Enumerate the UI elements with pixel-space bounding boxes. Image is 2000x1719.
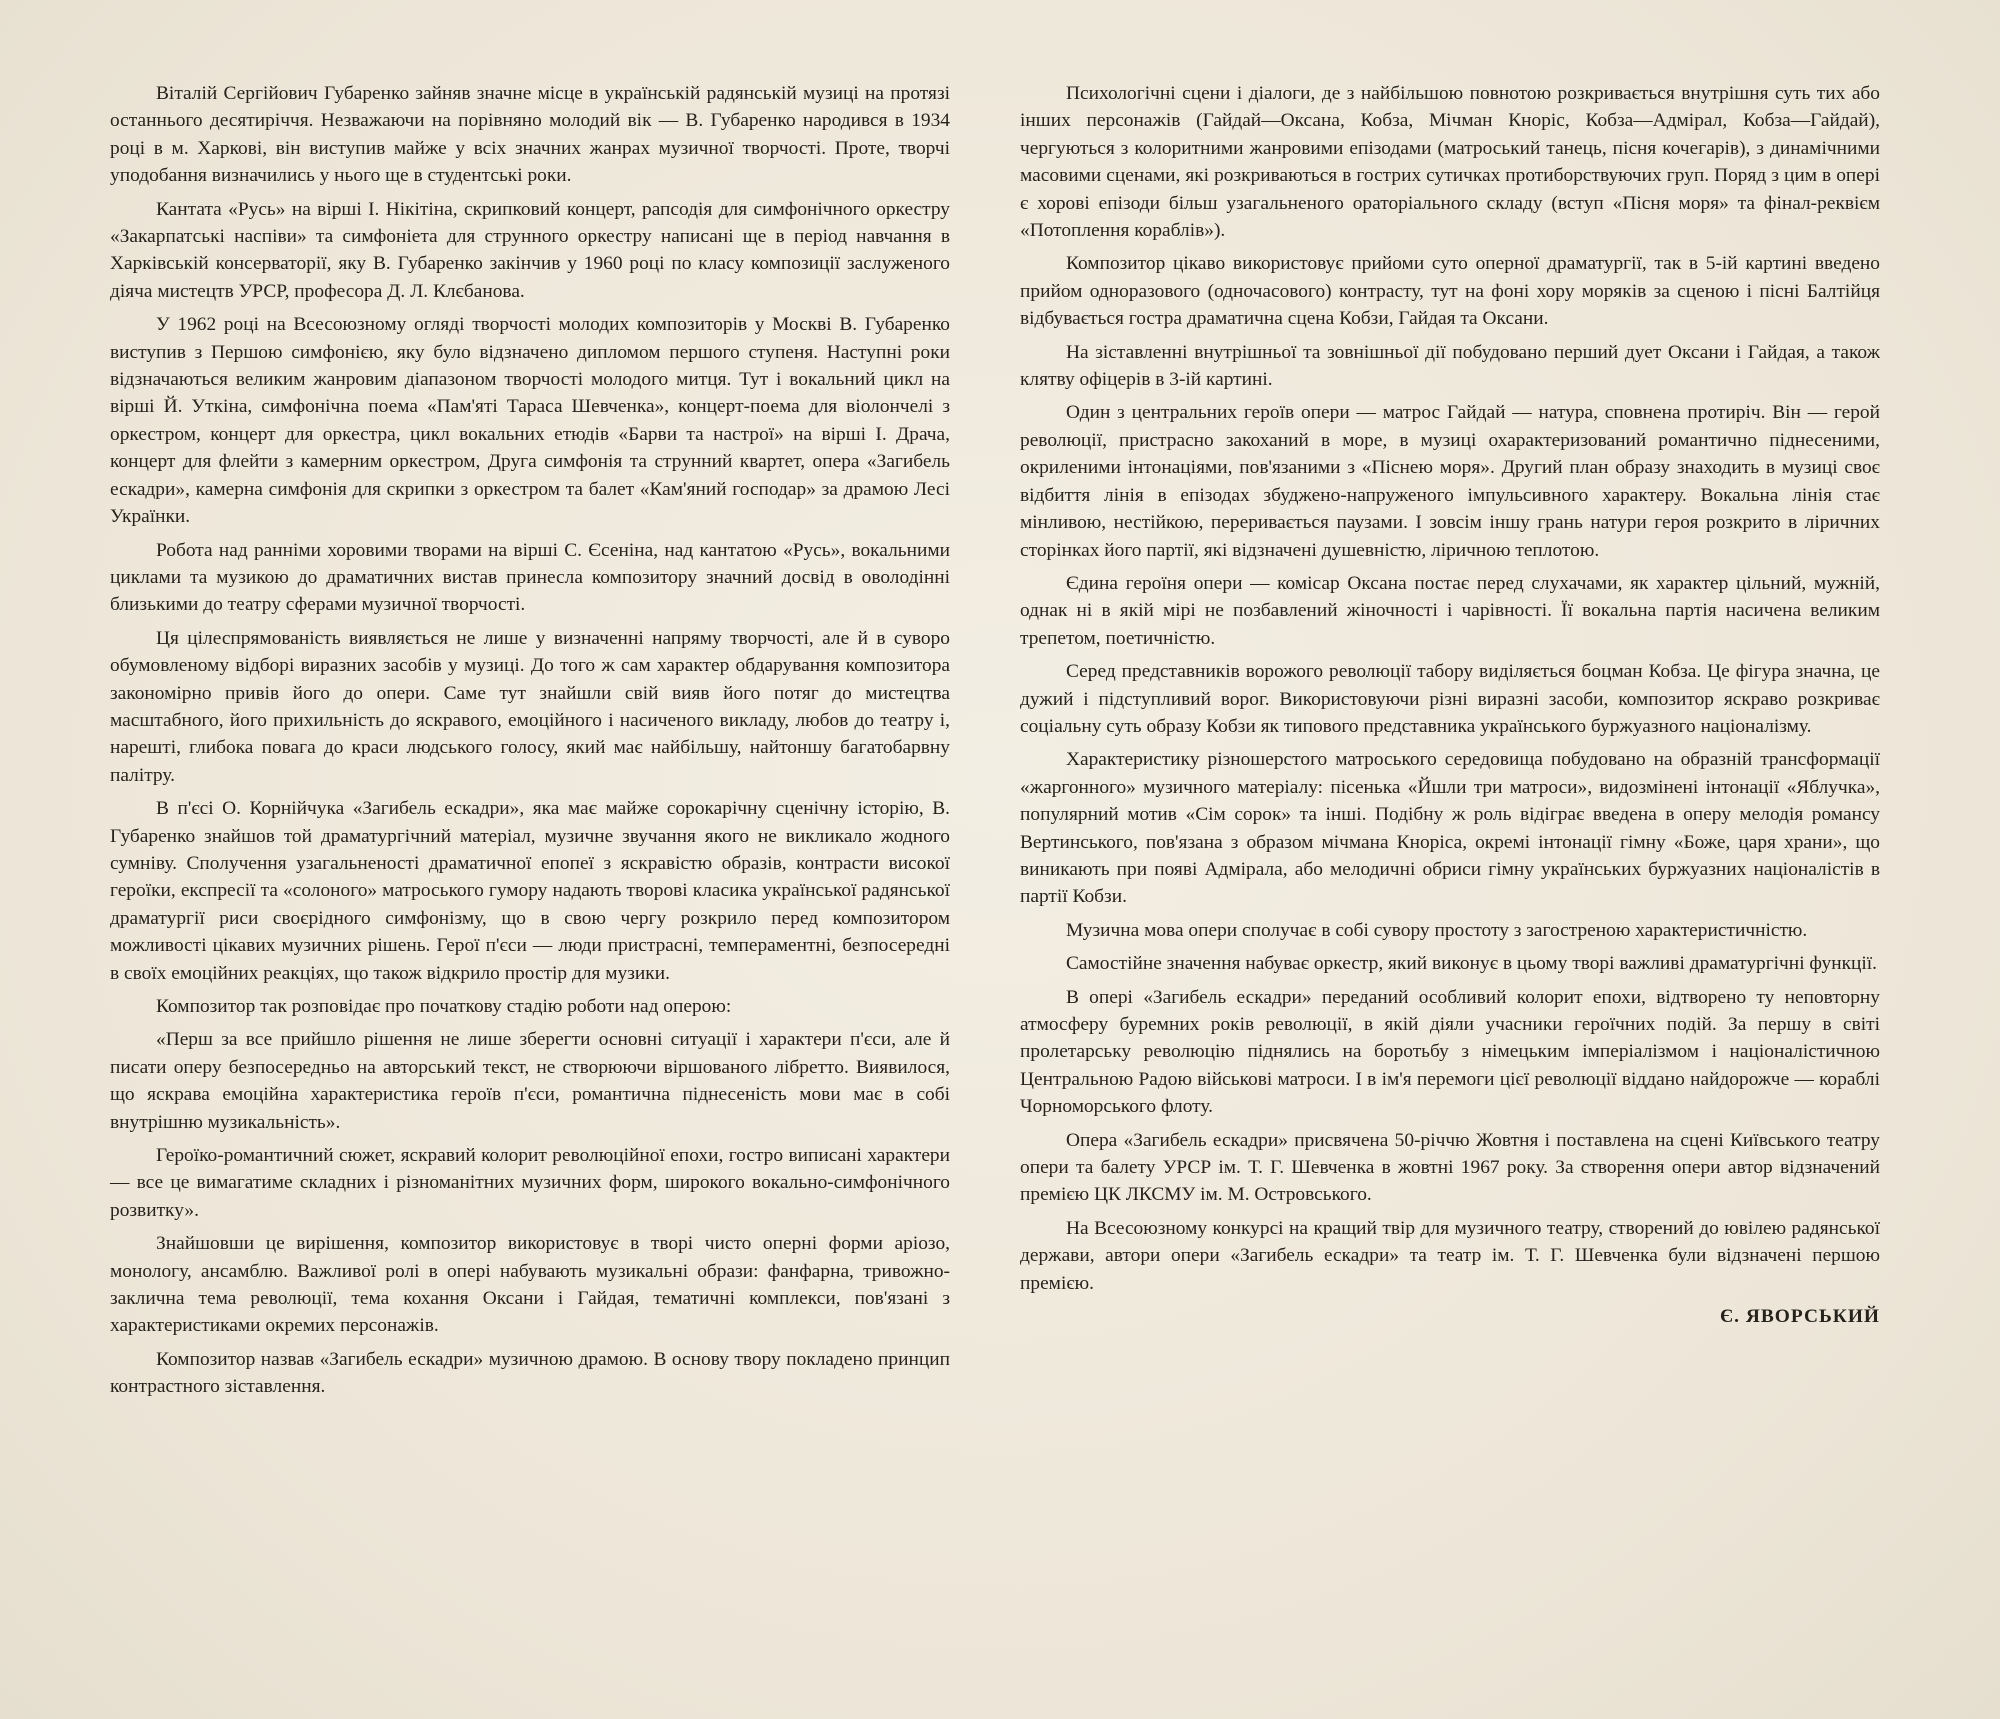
paragraph: Знайшовши це вирішення, композитор використовує в творі чисто оперні форми аріозо, монологу, ансамблю. Важливої ролі в опері набувають музикальні образи: фанфарна, тривожно-заклична тема революції, тема кохання Оксани і Гайдая, тематичні комплекси, пов'язані з характеристиками окремих персонажів.: [110, 1233, 950, 1337]
paragraph: Композитор цікаво використовує прийоми суто оперної драматургії, так в 5-ій картині введено прийом одноразового (одночасового) контрасту, тут на фоні хору моряків за сценою і пісні Балтійця відбувається гостра драматична сцена Кобзи, Гайдая та Оксани.: [1020, 253, 1880, 330]
left-column: [110, 80, 950, 1407]
paragraph: Характеристику різношерстого матроського середовища побудовано на образній трансформації «жаргонного» музичного матеріалу: пісенька «Йшли три матроси», видозмінені інтонації «Яблучка», популярний мотив «Сім сорок» та інші. Подібну ж роль відіграє введена в оперу мелодія романсу Вертинського, пов'язана з образом мічмана Кноріса, окремі інтонації гімну «Боже, царя храни», що виникають при появі Адмірала, або мелодичні обриси гімну українських буржуазних націоналістів в партії Кобзи.: [1020, 749, 1880, 908]
paragraph: В опері «Загибель ескадри» переданий особливий колорит епохи, відтворено ту неповторну атмосферу буремних років революції, в якій діяли учасники героїчних подій. За першу в світі пролетарську революцію піднялись на боротьбу з німецьким імперіалізмом і націоналістичною Центральною Радою військові матроси. І в ім'я перемоги цієї революції віддано найдорожче — кораблі Чорноморського флоту.: [1020, 986, 1880, 1118]
paragraph: На Всесоюзному конкурсі на кращий твір для музичного театру, створений до ювілею радянської держави, автори опери «Загибель ескадри» та театр ім. Т. Г. Шевченка були відзначені першою премією.: [1020, 1217, 1880, 1294]
paragraph: Серед представників ворожого революції табору виділяється боцман Кобза. Це фігура значна, це дужий і підступливий ворог. Використовуючи різні виразні засоби, композитор яскраво розкриває соціальну суть образу Кобзи як типового представника українського буржуазного націоналізму.: [1020, 661, 1880, 737]
paragraph: Опера «Загибель ескадри» присвячена 50-річчю Жовтня і поставлена на сцені Київського театру опери та балету УРСР ім. Т. Г. Шевченка в жовтні 1967 року. За створення опери автор відзначений премією ЦК ЛКСМУ ім. М. Островського.: [1020, 1129, 1880, 1206]
paragraph: На зіставленні внутрішньої та зовнішньої дії побудовано перший дует Оксани і Гайдая, а також клятву офіцерів в 3-ій картині.: [1020, 341, 1880, 391]
paragraph: Композитор назвав «Загибель ескадри» музичною драмою. В основу твору покладено принцип контрастного зіставлення.: [110, 1348, 950, 1398]
paragraph: Самостійне значення набуває оркестр, який виконує в цьому творі важливі драматургічні функції.: [1066, 953, 1877, 975]
paragraph: Кантата «Русь» на вірші І. Нікітіна, скрипковий концерт, рапсодія для симфонічного оркестру «Закарпатські наспіви» та симфоніета для струнного оркестру написані ще в період навчання в Харківській консерваторії, яку В. Губаренко закінчив у 1960 році по класу композиції заслуженого діяча мистецтв УРСР, професора Д. Л. Клєбанова.: [110, 198, 950, 302]
paragraph: Психологічні сцени і діалоги, де з найбільшою повнотою розкривається внутрішня суть тих або інших персонажів (Гайдай—Оксана, Кобза, Мічман Кноріс, Кобза—Адмірал, Кобза—Гайдай), чергуються з колоритними жанровими епізодами (матроський танець, пісня кочегарів), з динамічними масовими сценами, які розкриваються в гострих сутичках протиборствуючих груп. Поряд з цим в опері є хорові епізоди більш узагальненого ораторіального складу (вступ «Пісня моря» та фінал-реквієм «Потоплення кораблів»).: [1020, 83, 1880, 242]
author-signature: Є. ЯВОРСЬКИЙ: [1720, 1306, 1880, 1328]
paragraph: В п'єсі О. Корнійчука «Загибель ескадри», яка має майже сорокарічну сценічну історію, В. Губаренко знайшов той драматургічний матеріал, музичне звучання якого не викликало жодного сумніву. Сполучення узагальненості драматичної епопеї з яскравістю образів, контрасти високої героїки, експресії та «солоного» матроського гумору надають творові класика української радянської драматургії риси своєрідного симфонізму, що в свою чергу розкрило перед композитором можливості цікавих музичних рішень. Герої п'єси — люди пристрасні, темпераментні, безпосередні в своїх емоційних реакціях, що також відкрило простір для музики.: [110, 798, 950, 984]
paragraph: Робота над ранніми хоровими творами на вірші С. Єсеніна, над кантатою «Русь», вокальними циклами та музикою до драматичних вистав принесла композитору значний досвід в оволодінні близькими до театру сферами музичної творчості.: [110, 539, 950, 616]
paragraph: Один з центральних героїв опери — матрос Гайдай — натура, сповнена протиріч. Він — герой революції, пристрасно закоханий в море, в музиці охарактеризований романтично піднесеними, окриленими інтонаціями, пов'язаними з «Піснею моря». Другий план образу знаходить в музиці своє відбиття лінія в епізодах збуджено-напруженого імпульсивного характеру. Вокальна лінія стає мінливою, нестійкою, переривається паузами. І зовсім іншу грань натури героя розкрито в ліричних сторінках його партії, які відзначені душевністю, ліричною теплотою.: [1020, 402, 1880, 561]
paragraph: Композитор так розповідає про початкову стадію роботи над оперою:: [156, 996, 732, 1017]
paragraph: У 1962 році на Всесоюзному огляді творчості молодих композиторів у Москві В. Губаренко виступив з Першою симфонією, яку було відзначено дипломом першого ступеня. Наступні роки відзначаються великим жанровим діапазоном творчості молодого митця. Тут і вокальний цикл на вірші Й. Уткіна, симфонічна поема «Пам'яті Тараса Шевченка», концерт-поема для віолончелі з оркестром, концерт для оркестра, цикл вокальних етюдів «Барви та настрої» на вірші І. Драча, концерт для флейти з камерним оркестром, Друга симфонія та струнний квартет, опера «Загибель ескадри», камерна симфонія для скрипки з оркестром та балет «Кам'яний господар» за драмою Лесі Українки.: [110, 314, 950, 528]
right-column: [1020, 80, 1880, 1336]
paragraph: Ця цілеспрямованість виявляється не лише у визначенні напряму творчості, але й в суворо обумовленому відборі виразних засобів у музиці. До того ж сам характер обдарування композитора закономірно привів його до опери. Саме тут знайшли свій вияв його потяг до мистецтва масштабного, його прихильність до яскравого, емоційного і насиченого викладу, любов до театру і, нарешті, глибока повага до краси людського голосу, який має найбільшу, найтоншу багатобарвну палітру.: [110, 627, 950, 786]
paragraph: Музична мова опери сполучає в собі сувору простоту з загостреною характеристичністю.: [1066, 919, 1808, 941]
paragraph: Єдина героїня опери — комісар Оксана постає перед слухачами, як характер цільний, мужній, однак ні в якій мірі не позбавлений жіночності і чарівності. Її вокальна партія насичена великим трепетом, поетичністю.: [1020, 572, 1880, 649]
quote-paragraph: Героїко-романтичний сюжет, яскравий колорит революційної епохи, гостро виписані характери — все це вимагатиме складних і різноманітних музичних форм, широкого вокально-симфонічного розвитку».: [110, 1145, 950, 1221]
quote-paragraph: «Перш за все прийшло рішення не лише зберегти основні ситуації і характери п'єси, але й писати оперу безпосередньо на авторський текст, не створюючи віршованого лібретто. Виявилося, що яскрава емоційна характеристика героїв п'єси, романтична піднесеність мови має в собі внутрішню музикальність».: [110, 1029, 950, 1133]
paragraph: Віталій Сергійович Губаренко зайняв значне місце в українській радянській музиці на протязі останнього десятиріччя. Незважаючи на порівняно молодий вік — В. Губаренко народився в 1934 році в м. Харкові, він виступив майже у всіх значних жанрах музичної творчості. Проте, творчі уподобання визначились у нього ще в студентські роки.: [110, 83, 950, 187]
